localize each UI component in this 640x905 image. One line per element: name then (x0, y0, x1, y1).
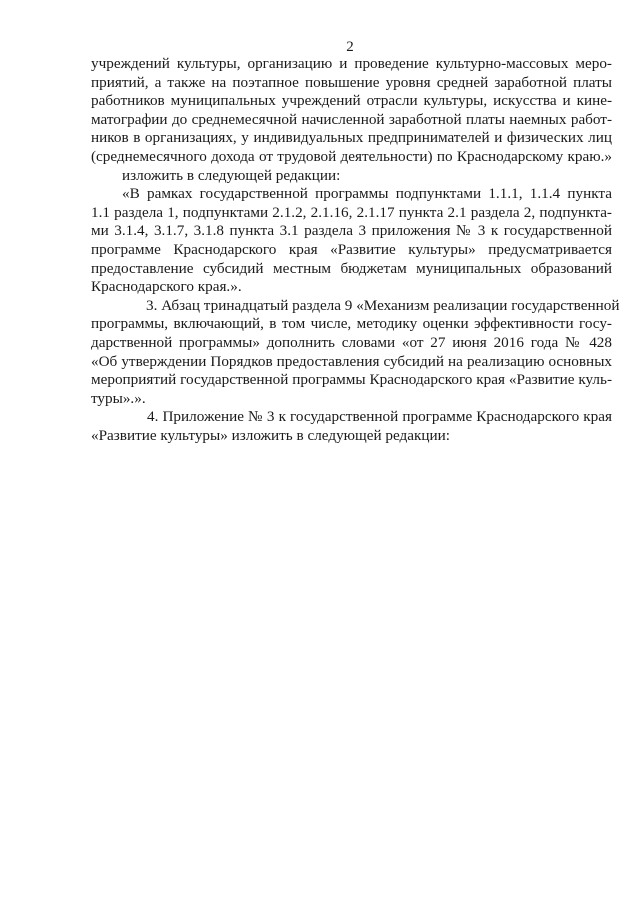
text-line: предоставление субсидий местным бюджетам муниципальных образований (91, 259, 612, 277)
paragraph-2 (91, 167, 612, 186)
paragraph-5 (91, 408, 612, 445)
text-line: ми 3.1.4, 3.1.7, 3.1.8 пункта 3.1 раздела 3 приложения № 3 к государственной (91, 222, 612, 240)
text-line: 1.1 раздела 1, подпунктами 2.1.2, 2.1.16, 2.1.17 пункта 2.1 раздела 2, подпункта- (91, 203, 612, 221)
text-line: учреждений культуры, организацию и проведение культурно-массовых меро- (91, 55, 612, 72)
text-line: дарственной программы» дополнить словами «от 27 июня 2016 года № 428 (91, 333, 612, 351)
text-line: «Об утверждении Порядков предоставления субсидий на реализацию основных (91, 352, 612, 370)
text-line: матографии до среднемесячной начисленной заработной платы наемных работ- (91, 110, 612, 128)
document-body (91, 55, 620, 445)
text-line: изложить в следующей редакции: (122, 166, 341, 184)
text-line: приятий, а также на поэтапное повышение уровня средней заработной платы (91, 73, 612, 91)
paragraph-3 (91, 185, 612, 297)
text-line: 4. Приложение № 3 к государственной программе Краснодарского края (147, 408, 612, 426)
text-line: мероприятий государственной программы Краснодарского края «Развитие куль- (91, 371, 612, 389)
text-line: программе Краснодарского края «Развитие культуры» предусматривается (91, 240, 612, 258)
text-line: «Развитие культуры» изложить в следующей редакции: (91, 426, 450, 444)
text-line: программы, включающий, в том числе, методику оценки эффективности госу- (91, 315, 612, 333)
page-number: 2 (346, 39, 354, 55)
text-line: 3. Абзац тринадцатый раздела 9 «Механизм реализации государственной (146, 296, 620, 314)
paragraph-4 (91, 296, 620, 409)
text-line: (среднемесячного дохода от трудовой деятельности) по Краснодарскому краю.» (91, 147, 612, 165)
text-line: Краснодарского края.». (91, 278, 242, 296)
text-line: «В рамках государственной программы подпунктами 1.1.1, 1.1.4 пункта (122, 185, 612, 203)
paragraph-1 (91, 55, 612, 167)
text-line: работников муниципальных учреждений отрасли культуры, искусства и кине- (91, 92, 612, 110)
text-line: ников в организациях, у индивидуальных предпринимателей и физических лиц (91, 129, 612, 147)
text-line: туры».». (91, 389, 146, 407)
